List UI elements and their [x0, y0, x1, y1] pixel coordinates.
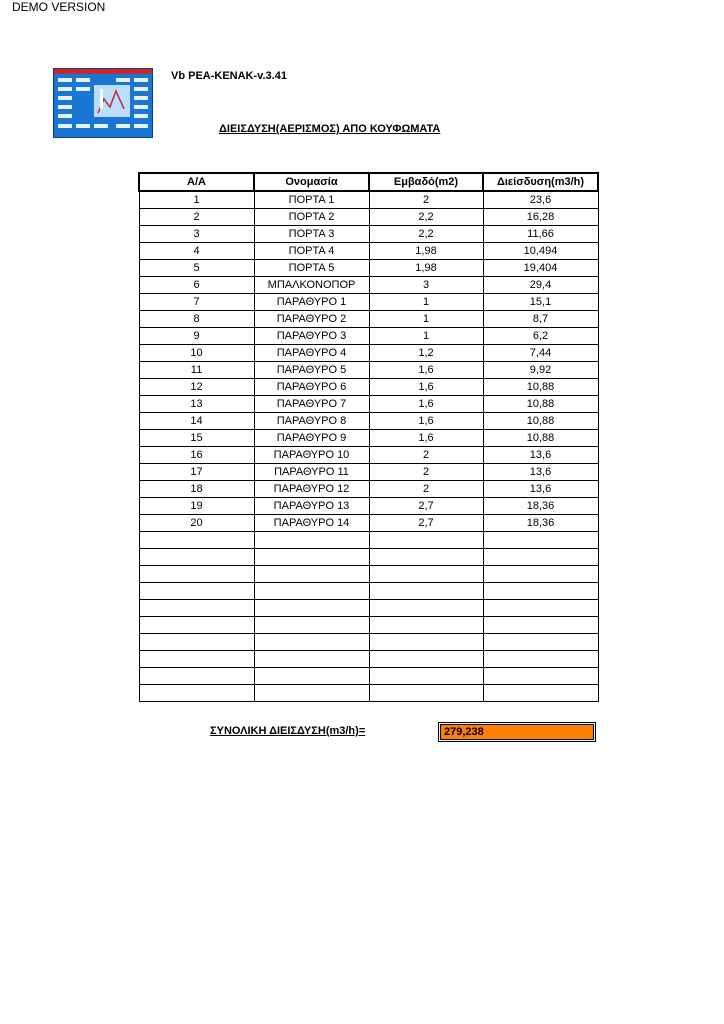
table-row: [139, 447, 598, 464]
cell-area: 2,2: [369, 226, 483, 243]
cell-area: [369, 617, 483, 634]
cell-infiltration: 9,92: [483, 362, 598, 379]
total-infiltration-value: 279,238: [440, 724, 594, 740]
cell-index: 1: [139, 191, 254, 209]
cell-index: [139, 532, 254, 549]
table-row: [139, 515, 598, 532]
table-row: [139, 481, 598, 498]
cell-area: 1,6: [369, 413, 483, 430]
cell-name: ΠΟΡΤΑ 1: [254, 191, 369, 209]
cell-name: [254, 651, 369, 668]
cell-area: 2: [369, 447, 483, 464]
cell-index: 6: [139, 277, 254, 294]
cell-name: [254, 634, 369, 651]
table-row: [139, 191, 598, 209]
cell-name: ΠΑΡΑΘΥΡΟ 2: [254, 311, 369, 328]
cell-name: [254, 532, 369, 549]
table-row: [139, 362, 598, 379]
cell-infiltration: [483, 651, 598, 668]
cell-infiltration: 11,66: [483, 226, 598, 243]
cell-area: [369, 566, 483, 583]
cell-infiltration: [483, 532, 598, 549]
app-logo-thumbnail: [53, 68, 153, 138]
cell-area: 1,6: [369, 362, 483, 379]
cell-name: ΠΑΡΑΘΥΡΟ 9: [254, 430, 369, 447]
table-row: [139, 294, 598, 311]
cell-index: 2: [139, 209, 254, 226]
cell-name: ΠΑΡΑΘΥΡΟ 6: [254, 379, 369, 396]
cell-infiltration: 13,6: [483, 481, 598, 498]
cell-area: 2: [369, 464, 483, 481]
cell-name: [254, 549, 369, 566]
cell-name: [254, 617, 369, 634]
cell-area: 2,7: [369, 515, 483, 532]
cell-area: [369, 651, 483, 668]
cell-index: 9: [139, 328, 254, 345]
table-row: [139, 413, 598, 430]
cell-name: ΠΟΡΤΑ 5: [254, 260, 369, 277]
cell-index: 5: [139, 260, 254, 277]
cell-name: ΠΟΡΤΑ 3: [254, 226, 369, 243]
cell-index: 11: [139, 362, 254, 379]
cell-area: 3: [369, 277, 483, 294]
demo-watermark: DEMO VERSION: [12, 0, 106, 14]
cell-index: [139, 651, 254, 668]
cell-infiltration: 18,36: [483, 515, 598, 532]
cell-index: [139, 617, 254, 634]
column-header-index: Α/Α: [139, 173, 254, 191]
cell-infiltration: 8,7: [483, 311, 598, 328]
table-row: [139, 498, 598, 515]
cell-name: ΠΑΡΑΘΥΡΟ 11: [254, 464, 369, 481]
table-row: [139, 260, 598, 277]
cell-area: 1: [369, 294, 483, 311]
cell-infiltration: [483, 583, 598, 600]
cell-area: 1,98: [369, 243, 483, 260]
cell-infiltration: 13,6: [483, 447, 598, 464]
cell-infiltration: [483, 549, 598, 566]
cell-name: [254, 583, 369, 600]
cell-infiltration: [483, 685, 598, 702]
table-row-empty: [139, 617, 598, 634]
cell-area: [369, 685, 483, 702]
table-row-empty: [139, 583, 598, 600]
cell-name: [254, 600, 369, 617]
cell-infiltration: 10,88: [483, 413, 598, 430]
cell-area: [369, 634, 483, 651]
table-row: [139, 311, 598, 328]
cell-name: ΠΑΡΑΘΥΡΟ 4: [254, 345, 369, 362]
cell-infiltration: [483, 600, 598, 617]
table-row: [139, 396, 598, 413]
table-row-empty: [139, 634, 598, 651]
cell-area: 2: [369, 481, 483, 498]
table-row: [139, 277, 598, 294]
table-row-empty: [139, 566, 598, 583]
cell-name: ΠΑΡΑΘΥΡΟ 14: [254, 515, 369, 532]
table-row: [139, 328, 598, 345]
cell-infiltration: [483, 566, 598, 583]
table-row-empty: [139, 685, 598, 702]
cell-area: 1,98: [369, 260, 483, 277]
cell-infiltration: 18,36: [483, 498, 598, 515]
cell-infiltration: 10,494: [483, 243, 598, 260]
cell-name: ΜΠΑΛΚΟΝΟΠΟΡ: [254, 277, 369, 294]
table-row: [139, 226, 598, 243]
infiltration-table: [138, 172, 599, 702]
cell-name: [254, 668, 369, 685]
cell-name: ΠΑΡΑΘΥΡΟ 12: [254, 481, 369, 498]
cell-index: [139, 685, 254, 702]
cell-infiltration: 7,44: [483, 345, 598, 362]
total-infiltration-box: [438, 722, 596, 742]
table-row: [139, 209, 598, 226]
cell-name: ΠΑΡΑΘΥΡΟ 13: [254, 498, 369, 515]
cell-area: 1: [369, 328, 483, 345]
cell-infiltration: 16,28: [483, 209, 598, 226]
cell-area: 1: [369, 311, 483, 328]
table-row-empty: [139, 668, 598, 685]
cell-infiltration: 15,1: [483, 294, 598, 311]
cell-name: ΠΑΡΑΘΥΡΟ 7: [254, 396, 369, 413]
cell-name: ΠΑΡΑΘΥΡΟ 8: [254, 413, 369, 430]
cell-index: 8: [139, 311, 254, 328]
cell-index: 12: [139, 379, 254, 396]
table-body: [139, 191, 598, 702]
cell-infiltration: 10,88: [483, 379, 598, 396]
cell-index: [139, 549, 254, 566]
cell-name: ΠΑΡΑΘΥΡΟ 10: [254, 447, 369, 464]
cell-name: [254, 685, 369, 702]
document-title: ΔΙΕΙΣΔΥΣΗ(ΑΕΡΙΣΜΟΣ) ΑΠΟ ΚΟΥΦΩΜΑΤΑ: [219, 123, 441, 135]
table-row: [139, 243, 598, 260]
cell-infiltration: 10,88: [483, 430, 598, 447]
cell-infiltration: 10,88: [483, 396, 598, 413]
table-header-row: [139, 173, 598, 191]
cell-area: 1,6: [369, 396, 483, 413]
cell-area: 2,7: [369, 498, 483, 515]
cell-area: 1,6: [369, 430, 483, 447]
column-header-name: Ονομασία: [254, 173, 369, 191]
app-title: Vb PEA-KENAK-v.3.41: [171, 70, 287, 82]
table-row: [139, 345, 598, 362]
cell-index: 3: [139, 226, 254, 243]
cell-name: [254, 566, 369, 583]
column-header-infiltration: Διείσδυση(m3/h): [483, 173, 598, 191]
cell-infiltration: [483, 617, 598, 634]
cell-index: 16: [139, 447, 254, 464]
column-header-area: Εμβαδό(m2): [369, 173, 483, 191]
cell-index: 20: [139, 515, 254, 532]
cell-area: 1,6: [369, 379, 483, 396]
cell-name: ΠΑΡΑΘΥΡΟ 5: [254, 362, 369, 379]
cell-name: ΠΟΡΤΑ 2: [254, 209, 369, 226]
cell-index: 17: [139, 464, 254, 481]
table-row-empty: [139, 600, 598, 617]
cell-area: [369, 549, 483, 566]
table-row: [139, 430, 598, 447]
cell-index: 13: [139, 396, 254, 413]
cell-area: 2,2: [369, 209, 483, 226]
cell-name: ΠΑΡΑΘΥΡΟ 3: [254, 328, 369, 345]
cell-infiltration: [483, 668, 598, 685]
cell-infiltration: 19,404: [483, 260, 598, 277]
cell-index: 10: [139, 345, 254, 362]
cell-index: 4: [139, 243, 254, 260]
cell-index: 7: [139, 294, 254, 311]
cell-index: [139, 634, 254, 651]
cell-name: ΠΟΡΤΑ 4: [254, 243, 369, 260]
table-row-empty: [139, 549, 598, 566]
table-row: [139, 464, 598, 481]
cell-index: 19: [139, 498, 254, 515]
total-infiltration-label: ΣΥΝΟΛΙΚΗ ΔΙΕΙΣΔΥΣΗ(m3/h)=: [210, 725, 366, 737]
cell-index: [139, 600, 254, 617]
cell-index: 14: [139, 413, 254, 430]
cell-area: [369, 668, 483, 685]
cell-infiltration: 13,6: [483, 464, 598, 481]
cell-index: 15: [139, 430, 254, 447]
cell-infiltration: 6,2: [483, 328, 598, 345]
cell-infiltration: 29,4: [483, 277, 598, 294]
cell-area: [369, 583, 483, 600]
cell-area: 1,2: [369, 345, 483, 362]
table-row-empty: [139, 532, 598, 549]
cell-name: ΠΑΡΑΘΥΡΟ 1: [254, 294, 369, 311]
cell-area: [369, 532, 483, 549]
cell-index: 18: [139, 481, 254, 498]
cell-index: [139, 566, 254, 583]
cell-index: [139, 668, 254, 685]
table-row-empty: [139, 651, 598, 668]
cell-infiltration: [483, 634, 598, 651]
cell-area: [369, 600, 483, 617]
cell-area: 2: [369, 191, 483, 209]
table-row: [139, 379, 598, 396]
cell-index: [139, 583, 254, 600]
cell-infiltration: 23,6: [483, 191, 598, 209]
